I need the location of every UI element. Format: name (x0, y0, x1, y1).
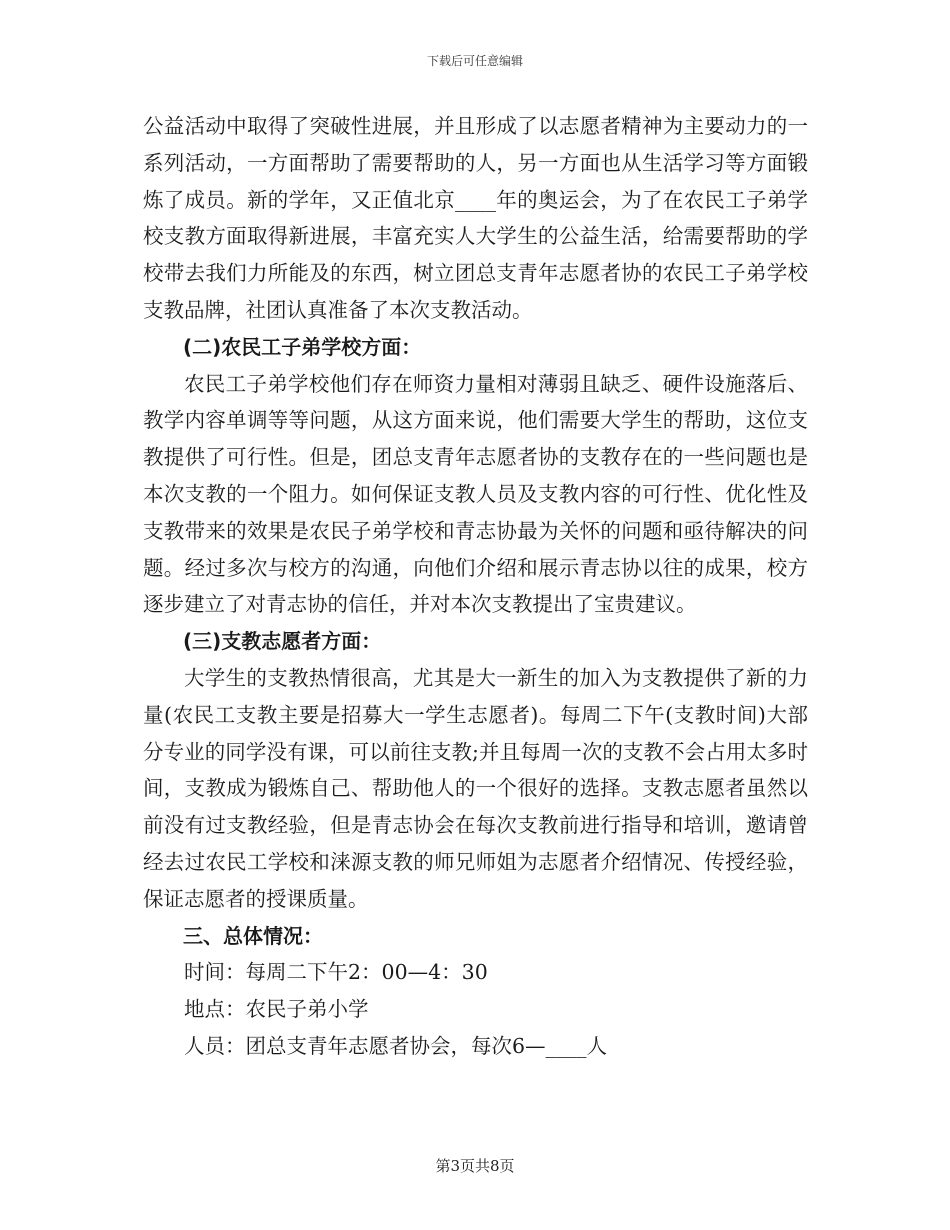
page-header: 下载后可任意编辑 (426, 54, 523, 68)
place-line: 地点：农民子弟小学 (184, 997, 369, 1022)
document-body (143, 108, 808, 1065)
time-line: 时间：每周二下午2：00—4：30 (184, 960, 488, 985)
paragraph-intro: 公益活动中取得了突破性进展，并且形成了以志愿者精神为主要动力的一系列活动，一方面帮助了需要帮助的人，另一方面也从生活学习等方面锻炼了成员。新的学年，又正值北京____年的奥运会，为了在农民工子弟学校支教方面取得新进展，丰富充实人大学生的公益生活，给需要帮助的学校带去我们力所能及的东西，树立团总支青年志愿者协的农民工子弟学校支教品牌，社团认真准备了本次支教活动。 (143, 114, 808, 322)
section-title-overview: 三、总体情况： (183, 923, 323, 948)
section-heading-3: (三)支教志愿者方面： (183, 629, 382, 654)
section-heading-2: (二)农民工子弟学校方面： (183, 334, 422, 359)
page-number: 第3页共8页 (435, 1157, 515, 1175)
paragraph-volunteers: 大学生的支教热情很高，尤其是大一新生的加入为支教提供了新的力量(农民工支教主要是招募大一学生志愿者)。每周二下午(支教时间)大部分专业的同学没有课，可以前往支教;并且每周一次的支教不会占用太多时间，支教成为锻炼自己、帮助他人的一个很好的选择。支教志愿者虽然以前没有过支教经验，但是青志协会在每次支教前进行指导和培训，邀请曾经去过农民工学校和涞源支教的师兄师姐为志愿者介绍情况、传授经验，保证志愿者的授课质量。 (143, 665, 808, 911)
people-line: 人员：团总支青年志愿者协会，每次6—____人 (184, 1033, 608, 1058)
paragraph-school: 农民工子弟学校他们存在师资力量相对薄弱且缺乏、硬件设施落后、教学内容单调等等问题，从这方面来说，他们需要大学生的帮助，这位支教提供了可行性。但是，团总支青年志愿者协的支教存在的一些问题也是本次支教的一个阻力。如何保证支教人员及支教内容的可行性、优化性及支教带来的效果是农民子弟学校和青志协最为关怀的问题和亟待解决的问题。经过多次与校方的沟通，向他们介绍和展示青志协以往的成果，校方逐步建立了对青志协的信任，并对本次支教提出了宝贵建议。 (143, 371, 808, 617)
